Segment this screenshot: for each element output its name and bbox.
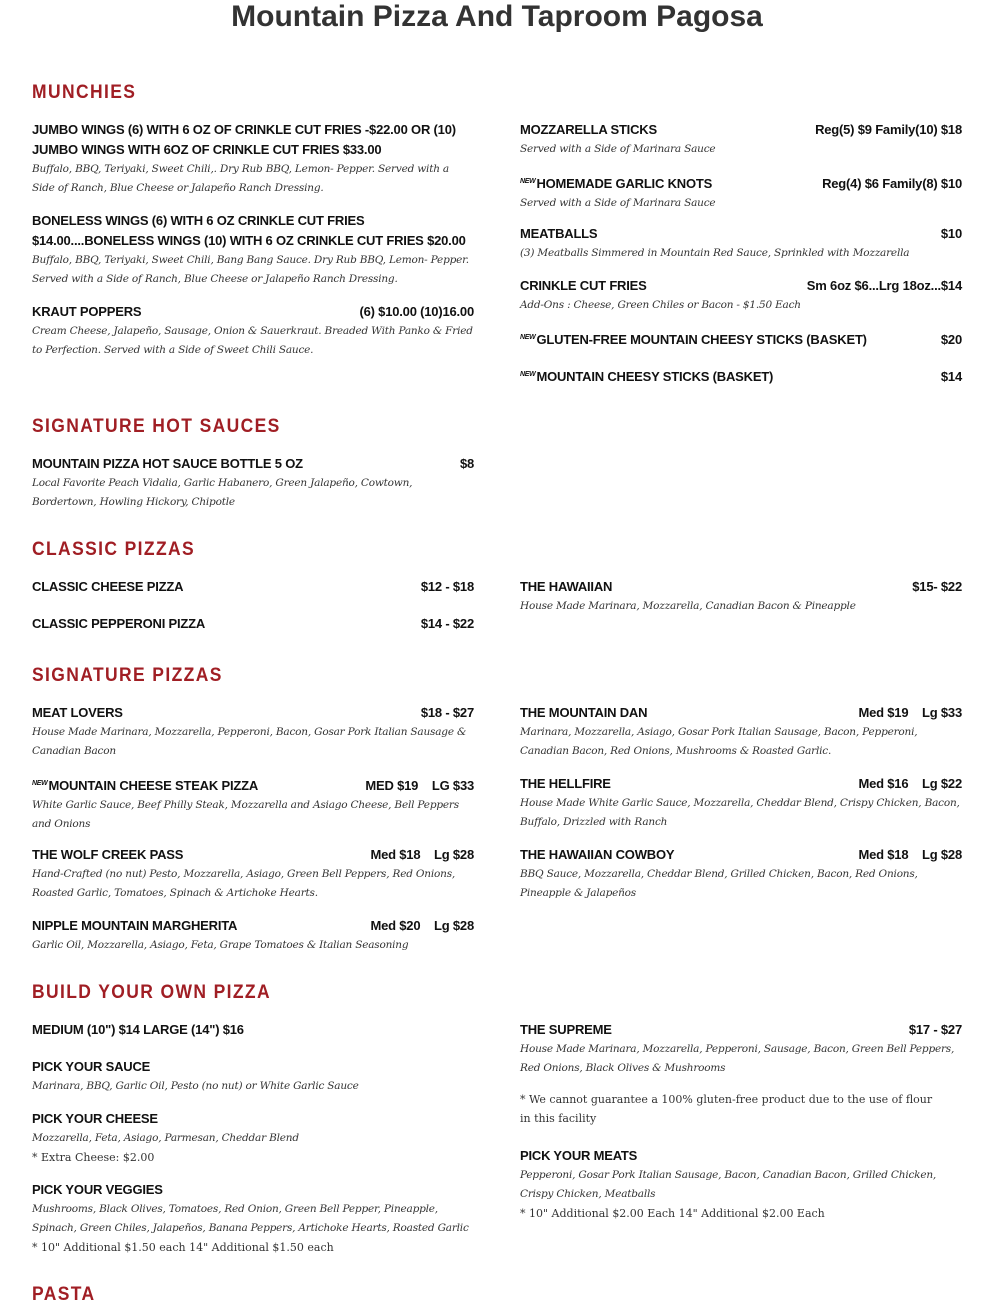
menu-item-hellfire — [520, 774, 962, 832]
item-name: THE MOUNTAIN DAN — [520, 705, 648, 720]
item-description: Buffalo, BBQ, Teriyaki, Sweet Chili, Bang Bang Sauce. Dry Rub BBQ, Lemon- Pepper. Served with a Side of Ranch, Blue Cheese or Jalapeño Ranch Dressing. — [32, 254, 469, 285]
item-description: Marinara, BBQ, Garlic Oil, Pesto (no nut) or White Garlic Sauce — [32, 1080, 359, 1092]
menu-item-meat-lovers — [32, 703, 474, 761]
menu-item-hot-sauce — [32, 454, 474, 512]
item-name: GLUTEN-FREE MOUNTAIN CHEESY STICKS (BASKET) — [536, 332, 867, 347]
item-name: MOUNTAIN PIZZA HOT SAUCE BOTTLE 5 OZ — [32, 456, 303, 471]
menu-item-hawaiian — [520, 577, 962, 616]
menu-item-garlic-knots — [520, 172, 962, 213]
section-byo-heading: BUILD YOUR OWN PIZZA — [32, 982, 271, 1003]
item-name: NIPPLE MOUNTAIN MARGHERITA — [32, 918, 238, 933]
page-title: Mountain Pizza And Taproom Pagosa — [231, 0, 763, 33]
item-price: $14 - $22 — [420, 616, 474, 631]
item-name: CLASSIC CHEESE PIZZA — [32, 579, 184, 594]
item-name: HOMEMADE GARLIC KNOTS — [536, 176, 713, 191]
section-classic-heading: CLASSIC PIZZAS — [32, 539, 196, 560]
item-description: House Made Marinara, Mozzarella, Pepperoni, Bacon, Gosar Pork Italian Sausage & Canadian Bacon — [32, 726, 467, 757]
item-name: THE HAWAIIAN COWBOY — [520, 847, 675, 862]
item-price: $10 — [940, 226, 962, 241]
menu-item-byo-size — [32, 1020, 474, 1040]
item-description: Mushrooms, Black Olives, Tomatoes, Red Onion, Green Bell Pepper, Pineapple, Spinach, Green Chiles, Jalapeños, Banana Peppers, Artichoke Hearts, Roasted Garlic — [32, 1203, 469, 1234]
item-price: $12 - $18 — [420, 579, 474, 594]
section-signature-heading: SIGNATURE PIZZAS — [32, 665, 223, 686]
section-hot-sauces-heading: SIGNATURE HOT SAUCES — [32, 416, 281, 437]
new-badge: NEW — [32, 780, 48, 787]
menu-item-cheesy-sticks — [520, 365, 962, 387]
menu-item-boneless-wings — [32, 211, 474, 289]
item-description: Local Favorite Peach Vidalia, Garlic Habanero, Green Jalapeño, Cowtown, Bordertown, Howling Hickory, Chipotle — [32, 477, 413, 508]
item-description: Pepperoni, Gosar Pork Italian Sausage, Bacon, Canadian Bacon, Grilled Chicken, Crispy Chicken, Meatballs — [520, 1169, 937, 1200]
item-description: House Made Marinara, Mozzarella, Canadian Bacon & Pineapple — [520, 600, 856, 612]
menu-item-classic-pepperoni — [32, 614, 474, 634]
item-price: $18 - $27 — [420, 705, 474, 720]
menu-item-supreme — [520, 1020, 962, 1078]
item-price: $17 - $27 — [908, 1022, 962, 1037]
item-description: Served with a Side of Marinara Sauce — [520, 143, 716, 155]
item-name: PICK YOUR MEATS — [520, 1148, 638, 1163]
item-description: Buffalo, BBQ, Teriyaki, Sweet Chili,. Dry Rub BBQ, Lemon- Pepper. Served with a Side of Ranch, Blue Cheese or Jalapeño Ranch Dressing. — [32, 163, 449, 194]
item-price: Reg(4) $6 Family(8) $10 — [822, 176, 962, 191]
item-name: MEDIUM (10") $14 LARGE (14") $16 — [32, 1022, 244, 1037]
notice-text: * We cannot guarantee a 100% gluten-free product due to the use of flour in this facility — [520, 1093, 933, 1125]
item-name: MEAT LOVERS — [32, 705, 123, 720]
item-name: THE HAWAIIAN — [520, 579, 613, 594]
menu-item-jumbo-wings — [32, 120, 474, 198]
item-note: * 10" Additional $2.00 Each 14" Additional $2.00 Each — [520, 1207, 825, 1220]
menu-item-meatballs — [520, 224, 962, 263]
item-description: White Garlic Sauce, Beef Philly Steak, Mozzarella and Asiago Cheese, Bell Peppers and Onions — [32, 799, 459, 830]
item-price: Med $18 Lg $28 — [370, 847, 474, 862]
menu-item-gf-cheesy-sticks — [520, 328, 962, 350]
item-name: CLASSIC PEPPERONI PIZZA — [32, 616, 206, 631]
item-name: CRINKLE CUT FRIES — [520, 278, 647, 293]
item-name: PICK YOUR CHEESE — [32, 1111, 158, 1126]
item-name: THE WOLF CREEK PASS — [32, 847, 184, 862]
menu-item-nipple-margherita — [32, 916, 474, 955]
menu-item-cheese-steak — [32, 774, 474, 834]
item-price: Reg(5) $9 Family(10) $18 — [815, 122, 962, 137]
item-name: THE HELLFIRE — [520, 776, 611, 791]
menu-item-pick-veggies — [32, 1180, 474, 1257]
menu-item-pick-meats — [520, 1146, 962, 1223]
menu-item-kraut-poppers — [32, 302, 474, 360]
new-badge: NEW — [520, 334, 536, 341]
menu-item-crinkle-fries — [520, 276, 962, 315]
item-description: BBQ Sauce, Mozzarella, Cheddar Blend, Grilled Chicken, Bacon, Red Onions, Pineapple & Jalapeños — [520, 868, 918, 899]
item-price: Med $18 Lg $28 — [858, 847, 962, 862]
item-description: Hand-Crafted (no nut) Pesto, Mozzarella, Asiago, Green Bell Peppers, Red Onions, Roasted Garlic, Tomatoes, Spinach & Artichoke Hearts. — [32, 868, 456, 899]
item-description: Served with a Side of Marinara Sauce — [520, 197, 716, 209]
item-description: House Made Marinara, Mozzarella, Pepperoni, Sausage, Bacon, Green Bell Peppers, Red Onions, Black Olives & Mushrooms — [520, 1043, 955, 1074]
item-name: JUMBO WINGS (6) WITH 6 OZ OF CRINKLE CUT FRIES -$22.00 OR (10) JUMBO WINGS WITH 6OZ OF CRINKLE CUT FRIES $33.00 — [32, 122, 456, 157]
item-name: KRAUT POPPERS — [32, 304, 142, 319]
item-name: BONELESS WINGS (6) WITH 6 OZ CRINKLE CUT FRIES $14.00....BONELESS WINGS (10) WITH 6 OZ CRINKLE CUT FRIES $20.00 — [32, 213, 466, 248]
item-price: (6) $10.00 (10)16.00 — [359, 304, 474, 319]
item-price: Med $19 Lg $33 — [858, 705, 962, 720]
menu-item-classic-cheese — [32, 577, 474, 597]
item-price: Med $20 Lg $28 — [370, 918, 474, 933]
menu-item-wolf-creek-pass — [32, 845, 474, 903]
menu-item-pick-sauce — [32, 1057, 474, 1096]
item-price: $15- $22 — [912, 579, 962, 594]
item-description: Marinara, Mozzarella, Asiago, Gosar Pork Italian Sausage, Bacon, Pepperoni, Canadian Bacon, Red Onions, Mushrooms & Roasted Garlic. — [520, 726, 918, 757]
item-price: $20 — [940, 332, 962, 347]
menu-item-mozzarella-sticks — [520, 120, 962, 159]
item-description: Mozzarella, Feta, Asiago, Parmesan, Cheddar Blend — [32, 1132, 299, 1144]
section-pasta-heading: PASTA — [32, 1284, 96, 1305]
item-name: MEATBALLS — [520, 226, 598, 241]
menu-item-mountain-dan — [520, 703, 962, 761]
item-note: * 10" Additional $1.50 each 14" Additional $1.50 each — [32, 1241, 334, 1254]
item-name: THE SUPREME — [520, 1022, 612, 1037]
menu-item-pick-cheese — [32, 1109, 474, 1167]
item-name: MOUNTAIN CHEESE STEAK PIZZA — [48, 778, 259, 793]
menu-item-hawaiian-cowboy — [520, 845, 962, 903]
new-badge: NEW — [520, 371, 536, 378]
item-note: * Extra Cheese: $2.00 — [32, 1151, 155, 1164]
gluten-free-notice — [520, 1090, 940, 1128]
item-description: House Made White Garlic Sauce, Mozzarella, Cheddar Blend, Crispy Chicken, Bacon, Buffalo, Drizzled with Ranch — [520, 797, 960, 828]
item-name: MOUNTAIN CHEESY STICKS (BASKET) — [536, 369, 774, 384]
section-munchies-heading: MUNCHIES — [32, 82, 137, 103]
item-description: (3) Meatballs Simmered in Mountain Red Sauce, Sprinkled with Mozzarella — [520, 247, 910, 259]
item-price: Sm 6oz $6...Lrg 18oz...$14 — [806, 278, 962, 293]
item-name: PICK YOUR VEGGIES — [32, 1182, 163, 1197]
item-name: MOZZARELLA STICKS — [520, 122, 657, 137]
item-price: $14 — [940, 369, 962, 384]
new-badge: NEW — [520, 178, 536, 185]
item-price: MED $19 LG $33 — [365, 778, 474, 793]
item-price: Med $16 Lg $22 — [858, 776, 962, 791]
item-description: Add-Ons : Cheese, Green Chiles or Bacon - $1.50 Each — [520, 299, 801, 311]
item-name: PICK YOUR SAUCE — [32, 1059, 151, 1074]
item-description: Garlic Oil, Mozzarella, Asiago, Feta, Grape Tomatoes & Italian Seasoning — [32, 939, 409, 951]
item-price: $8 — [459, 456, 474, 471]
item-description: Cream Cheese, Jalapeño, Sausage, Onion & Sauerkraut. Breaded With Panko & Fried to Perfection. Served with a Side of Sweet Chili Sauce. — [32, 325, 473, 356]
